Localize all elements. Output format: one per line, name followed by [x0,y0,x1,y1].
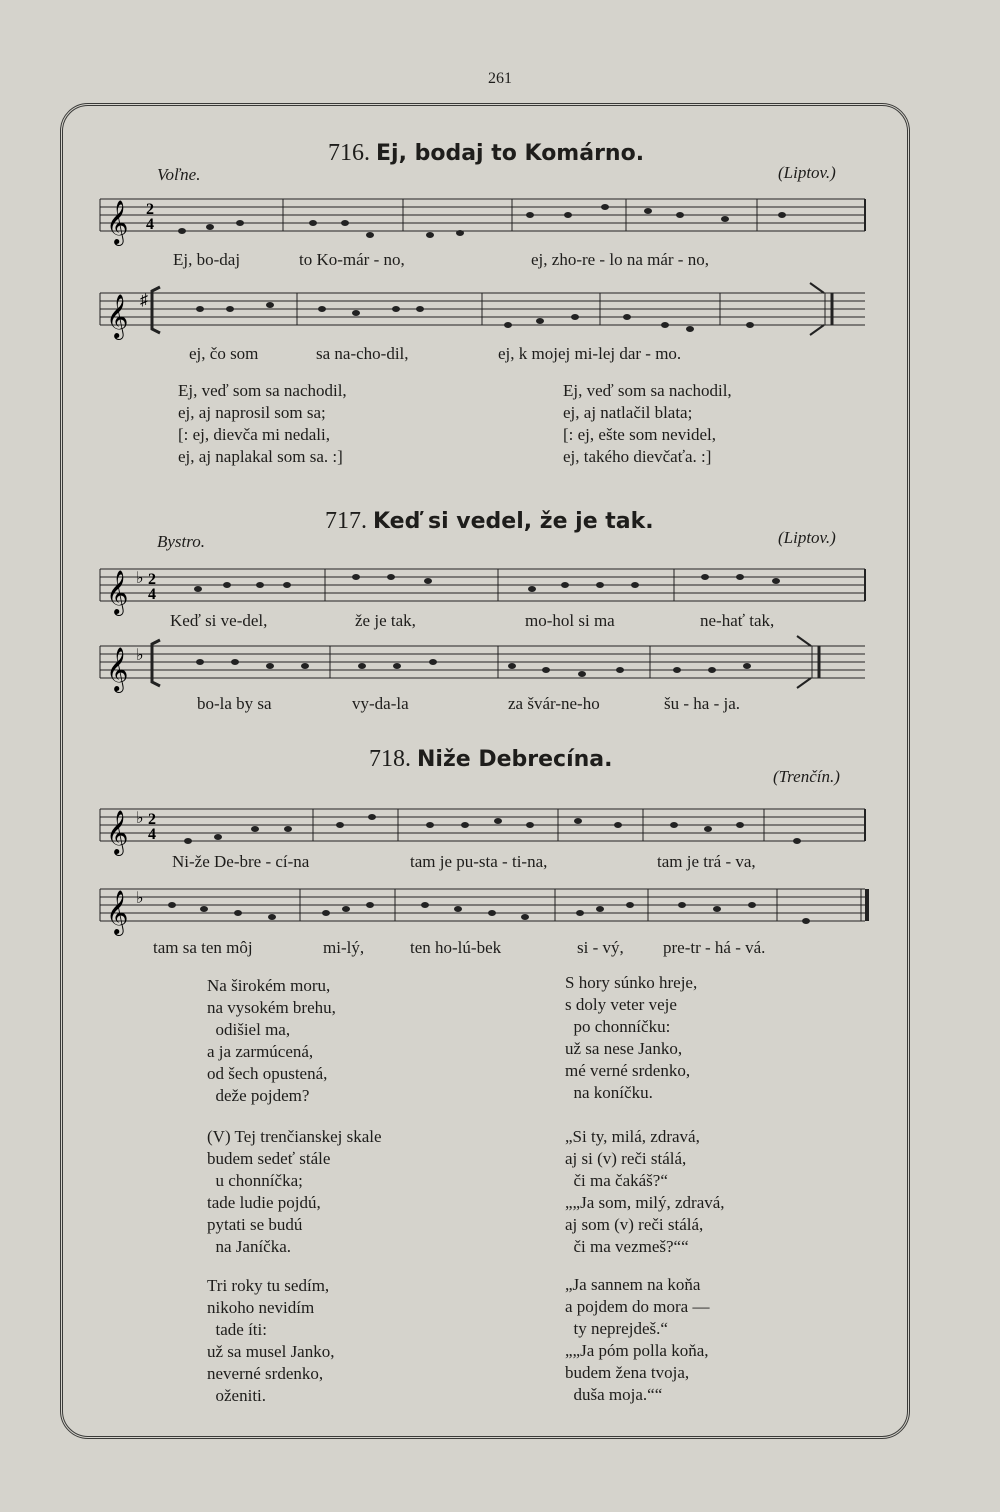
song-718-verse-right-1: S hory súnko hreje, s doly veter veje po chonníčku: už sa nese Janko, mé verné srdenko, na koníčku. [565,973,698,1102]
lyric-fragment: sa na-cho-dil, [316,344,409,363]
song-716-lyrics-1 [0,250,1000,272]
song-718-heading [369,746,613,773]
song-717-staff-1 [100,563,870,613]
lyric-fragment: Keď si ve-del, [170,611,268,630]
svg-text:♭: ♭ [136,810,144,827]
lyric-fragment: ten ho-lú-bek [410,938,502,957]
song-718-verse-right-3: „Ja sannem na koňa a pojdem do mora — ty neprejdeš.“ „„Ja póm polla koňa, budem žena tvoja, duša moja.““ [565,1275,710,1404]
lyric-fragment: tam sa ten môj [153,938,253,957]
song-718-verse-right-2: „Si ty, milá, zdravá, aj si (v) reči stálá, či ma čakáš?“ „„Ja som, milý, zdravá, aj som (v) reči stálá, či ma vezmeš?““ [565,1127,725,1256]
lyric-fragment: mo-hol si ma [525,611,615,630]
song-716-staff-1 [100,193,870,243]
song-716-heading [328,140,644,167]
svg-text:♭: ♭ [136,890,144,907]
song-716-verse-2: Ej, veď som sa nachodil, ej, aj natlačil blata; [: ej, ešte som nevidel, ej, takého dievčaťa. :] [563,381,732,466]
svg-text:4: 4 [148,586,156,603]
song-717-lyrics-1 [0,611,1000,633]
svg-text:4: 4 [146,216,154,233]
song-716-title: Ej, bodaj to Komárno. [376,141,645,166]
song-716-lyrics-2 [0,344,1000,366]
song-716-number: 716. [328,140,370,166]
lyric-fragment: mi-lý, [323,938,365,957]
svg-text:2: 2 [146,201,154,218]
song-716-staff-2 [100,287,870,342]
lyric-fragment: šu - ha - ja. [664,694,741,713]
svg-text:𝄞: 𝄞 [106,890,129,934]
song-716-tempo: Voľne. [157,165,201,184]
song-717-staff-2 [100,640,870,695]
lyric-fragment: že je tak, [355,611,416,630]
svg-text:𝄞: 𝄞 [106,570,129,614]
song-718-region: (Trenčín.) [773,767,840,786]
svg-text:𝄞: 𝄞 [106,200,129,244]
page-number: 261 [488,70,512,87]
song-716-verse-1: Ej, veď som sa nachodil, ej, aj naprosil som sa; [: ej, dievča mi nedali, ej, aj naplakal som sa. :] [178,381,347,466]
lyric-fragment: tam je pu-sta - ti-na, [410,852,548,871]
song-717-region: (Liptov.) [778,528,836,547]
song-717-tempo: Bystro. [157,532,206,551]
svg-text:2: 2 [148,811,156,828]
song-716-region: (Liptov.) [778,163,836,182]
song-717-title: Keď si vedel, že je tak. [373,509,654,534]
svg-text:𝄞: 𝄞 [106,810,129,854]
song-718-verse-left-2: (V) Tej trenčianskej skale budem sedeť stále u chonníčka; tade ludie pojdú, pytati se budú na Janíčka. [207,1127,382,1256]
song-717-heading [325,508,654,535]
song-718-number: 718. [369,746,411,772]
svg-text:♯: ♯ [140,292,148,309]
song-718-staff-2 [100,883,870,933]
lyric-fragment: bo-la by sa [197,694,272,713]
lyric-fragment: si - vý, [577,938,624,957]
song-717-number: 717. [325,508,367,534]
lyric-fragment: za švár-ne-ho [508,694,600,713]
svg-text:♭: ♭ [136,570,144,587]
song-718-staff-1 [100,803,870,853]
lyric-fragment: pre-tr - há - vá. [663,938,766,957]
song-717-lyrics-2 [0,694,1000,716]
svg-text:𝄞: 𝄞 [106,647,129,691]
song-718-lyrics-2 [0,938,1000,960]
lyric-fragment: ej, čo som [189,344,259,363]
svg-text:2: 2 [148,571,156,588]
lyric-fragment: ej, zho-re - lo na már - no, [531,250,709,269]
lyric-fragment: ej, k mojej mi-lej dar - mo. [498,344,682,363]
lyric-fragment: tam je trá - va, [657,852,756,871]
song-718-lyrics-1 [0,852,1000,874]
svg-text:𝄞: 𝄞 [106,294,129,338]
lyric-fragment: Ej, bo-daj [173,250,241,269]
song-718-verse-left-3: Tri roky tu sedím, nikoho nevidím tade íti: už sa musel Janko, neverné srdenko, oženiti. [207,1276,335,1405]
svg-text:4: 4 [148,826,156,843]
song-718-title: Niže Debrecína. [417,747,613,772]
lyric-fragment: ne-hať tak, [700,611,775,630]
lyric-fragment: to Ko-már - no, [299,250,405,269]
lyric-fragment: Ni-že De-bre - cí-na [172,852,310,871]
lyric-fragment: vy-da-la [352,694,409,713]
svg-text:♭: ♭ [136,647,144,664]
song-718-verse-left-1: Na širokém moru, na vysokém brehu, odišiel ma, a ja zarmúcená, od šech opustená, deže pojdem? [207,976,336,1105]
